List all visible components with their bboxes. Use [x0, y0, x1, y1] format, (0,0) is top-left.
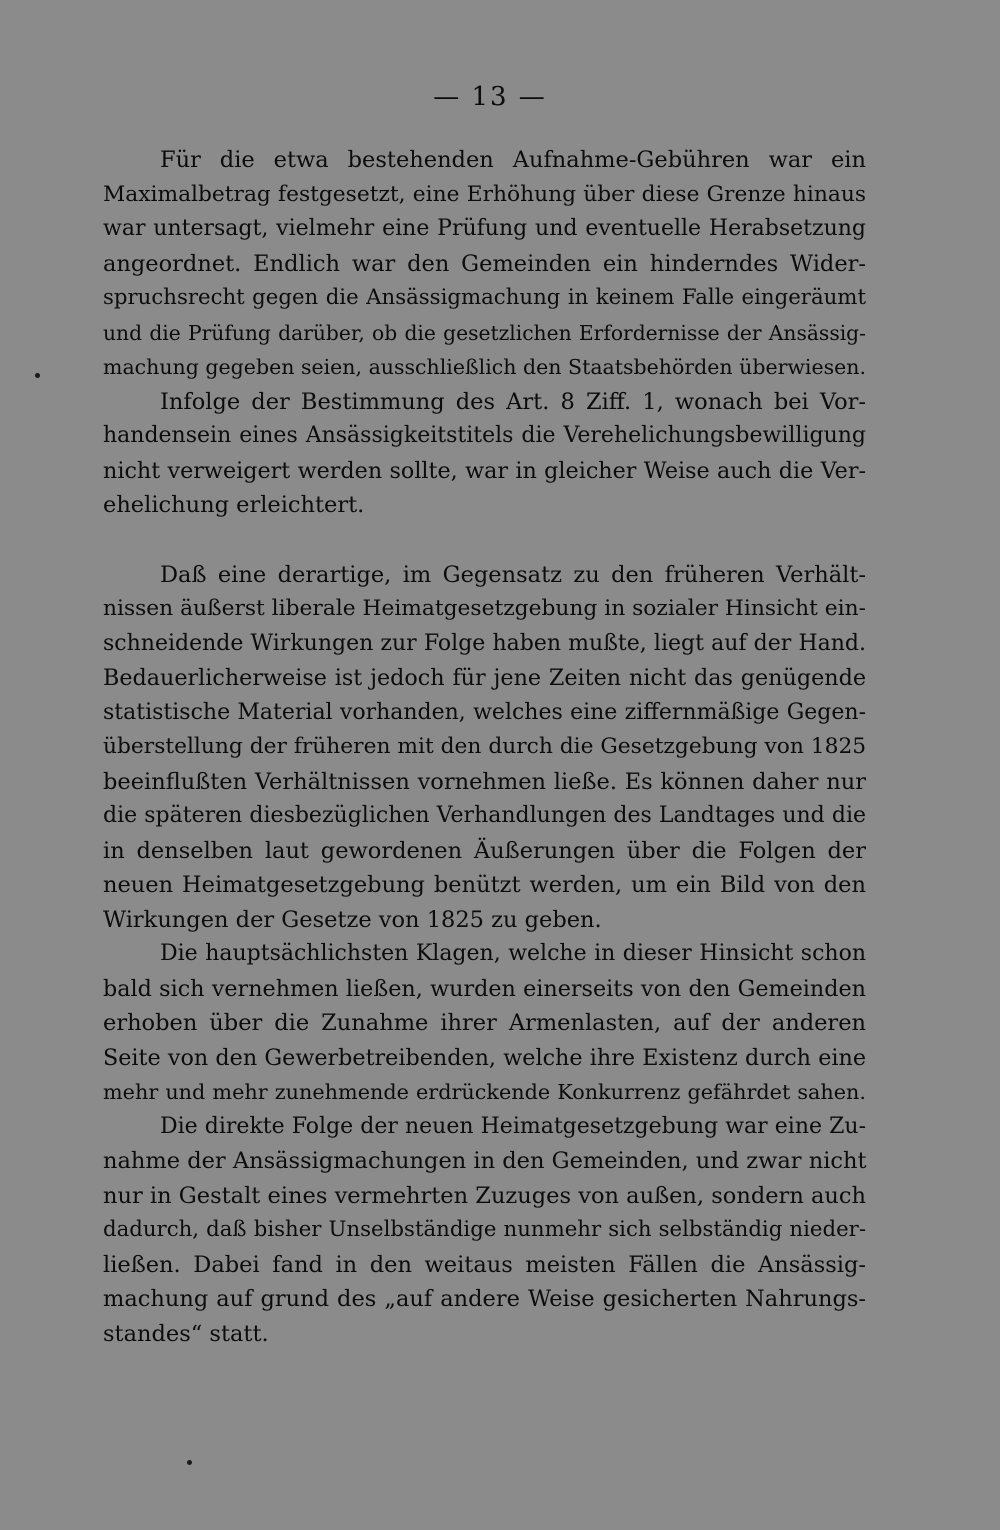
- scan-speck: [35, 373, 40, 378]
- text-line: Wirkungen der Gesetze von 1825 zu geben.: [103, 906, 602, 933]
- text-line: bald sich vernehmen ließen, wurden einerseits von den Gemeinden: [103, 975, 866, 1002]
- text-line: Maximalbetrag festgesetzt, eine Erhöhung über diese Grenze hinaus: [103, 181, 866, 207]
- text-line: machung gegeben seien, ausschließlich den Staatsbehörden überwiesen.: [103, 355, 866, 379]
- page-number: — 13 —: [433, 82, 547, 112]
- text-line: ehelichung erleichtert.: [103, 492, 365, 518]
- text-line: Für die etwa bestehenden Aufnahme-Gebühren war ein: [160, 147, 866, 173]
- text-line: war untersagt, vielmehr eine Prüfung und eventuelle Herabsetzung: [103, 216, 866, 241]
- text-line: mehr und mehr zunehmende erdrückende Konkurrenz gefährdet sahen.: [103, 1080, 866, 1104]
- text-line: machung auf grund des „auf andere Weise gesicherten Nahrungs-: [103, 1286, 866, 1312]
- text-line: Die direkte Folge der neuen Heimatgesetzgebung war eine Zu-: [160, 1113, 866, 1139]
- text-line: in denselben laut gewordenen Äußerungen über die Folgen der: [103, 837, 866, 864]
- paragraph-3: [103, 558, 866, 938]
- text-line: überstellung der früheren mit den durch die Gesetzgebung von 1825: [103, 734, 867, 759]
- text-line: Seite von den Gewerbetreibenden, welche ihre Existenz durch eine: [103, 1044, 866, 1071]
- text-line: nissen äußerst liberale Heimatgesetzgebung in sozialer Hinsicht ein-: [103, 596, 866, 621]
- text-line: Daß eine derartige, im Gegensatz zu den früheren Verhält-: [160, 561, 866, 588]
- section-gap: [103, 523, 866, 558]
- text-line: und die Prüfung darüber, ob die gesetzlichen Erfordernisse der Ansässig-: [103, 320, 866, 345]
- text-line: standes“ statt.: [103, 1320, 269, 1347]
- paragraph-4: [103, 937, 866, 1110]
- text-line: angeordnet. Endlich war den Gemeinden ein hinderndes Wider-: [103, 250, 866, 277]
- text-line: Die hauptsächlichsten Klagen, welche in dieser Hinsicht schon: [160, 941, 866, 966]
- text-line: spruchsrecht gegen die Ansässigmachung in keinem Falle eingeräumt: [103, 285, 866, 310]
- paragraph-2: [103, 385, 866, 523]
- text-line: nahme der Ansässigmachungen in den Gemeinden, und zwar nicht: [103, 1148, 867, 1174]
- body-text: [103, 143, 866, 1351]
- scan-speck: [187, 1460, 192, 1465]
- text-line: die späteren diesbezüglichen Verhandlungen des Landtages und die: [103, 803, 866, 828]
- text-line: beeinflußten Verhältnissen vornehmen ließe. Es können daher nur: [103, 768, 866, 795]
- paragraph-5: [103, 1110, 866, 1352]
- text-line: nicht verweigert werden sollte, war in gleicher Weise auch die Ver-: [103, 457, 866, 484]
- text-line: dadurch, daß bisher Unselbständige nunmehr sich selbständig nieder-: [103, 1217, 866, 1242]
- paragraph-1: [103, 143, 866, 385]
- text-line: Bedauerlicherweise ist jedoch für jene Zeiten nicht das genügende: [103, 665, 866, 691]
- text-line: erhoben über die Zunahme ihrer Armenlasten, auf der anderen: [103, 1010, 866, 1036]
- text-line: handensein eines Ansässigkeitstitels die Verehelichungsbewilligung: [103, 423, 866, 448]
- text-line: statistische Material vorhanden, welches eine ziffernmäßige Gegen-: [103, 699, 866, 725]
- text-line: nur in Gestalt eines vermehrten Zuzuges von außen, sondern auch: [103, 1182, 866, 1209]
- text-line: schneidende Wirkungen zur Folge haben mußte, liegt auf der Hand.: [103, 630, 866, 656]
- text-line: ließen. Dabei fand in den weitaus meisten Fällen die Ansässig-: [103, 1251, 866, 1278]
- text-line: neuen Heimatgesetzgebung benützt werden, um ein Bild von den: [103, 872, 866, 898]
- text-line: Infolge der Bestimmung des Art. 8 Ziff. 1, wonach bei Vor-: [160, 388, 866, 415]
